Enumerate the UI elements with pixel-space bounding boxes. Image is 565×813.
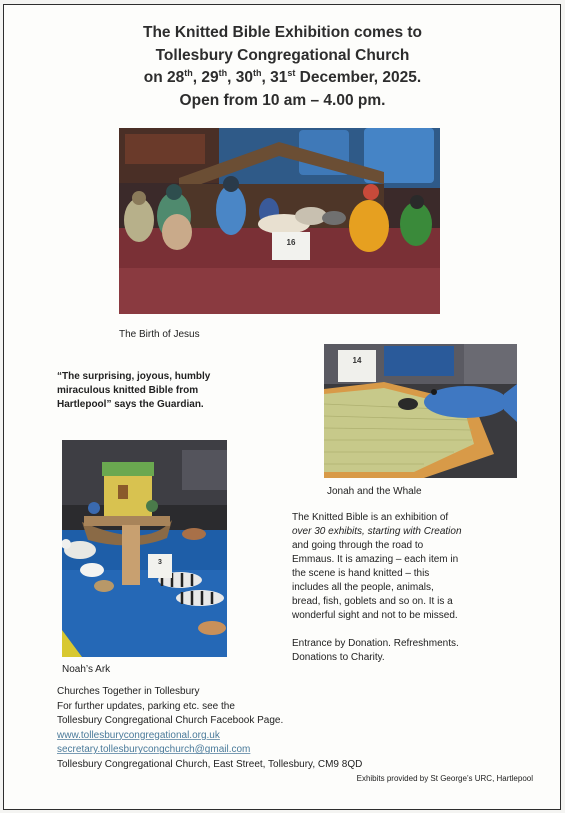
contact-footer [57,685,537,773]
birth-of-jesus-caption: The Birth of Jesus [119,329,200,340]
birth-tag-number: 16 [286,238,296,247]
headline-dates: on 28th, 29th, 30th, 31st December, 2025. [143,68,422,86]
footer-updates: For further updates, parking etc. see the [57,700,235,712]
desc-donations: Donations to Charity. [292,652,385,663]
guardian-quote [57,370,297,412]
desc-line-5: the scene is hand knitted – this [292,568,430,579]
desc-line-1: The Knitted Bible is an exhibition of [292,512,449,523]
desc-line-3: and going through the road to [292,540,424,551]
poster-headline [0,22,565,112]
desc-line-4: Emmaus. It is amazing – each item in [292,554,459,565]
footer-facebook: Tollesbury Congregational Church Facebook Page. [57,715,284,727]
desc-line-6: includes all the people, animals, [292,582,434,593]
exhibits-credit: Exhibits provided by St George’s URC, Hartlepool [356,774,533,783]
jonah-tag-number: 14 [352,356,362,365]
email-link[interactable]: secretary.tollesburycongchurch@gmail.com [57,744,251,756]
desc-entrance: Entrance by Donation. Refreshments. [292,638,459,649]
jonah-and-whale-caption: Jonah and the Whale [327,486,422,497]
footer-address: Tollesbury Congregational Church, East Street, Tollesbury, CM9 8QD [57,758,363,770]
headline-line-2: Tollesbury Congregational Church [155,46,410,64]
birth-of-jesus-photo [119,128,440,314]
exhibition-description [292,511,517,665]
website-link[interactable]: www.tollesburycongregational.org.uk [57,729,220,741]
noahs-ark-photo [62,440,227,657]
quote-line-2: miraculous knitted Bible from [57,385,199,396]
footer-churches-together: Churches Together in Tollesbury [57,686,200,697]
desc-line-2: over 30 exhibits, starting with Creation [292,526,462,537]
jonah-and-whale-photo [324,344,517,478]
headline-opening-hours: Open from 10 am – 4.00 pm. [179,91,386,109]
desc-line-7: bread, fish, goblets and so on. It is a [292,596,453,607]
quote-line-3: Hartlepool” says the Guardian. [57,399,204,410]
noahs-ark-caption: Noah’s Ark [62,664,111,675]
desc-spacer [292,623,517,637]
noah-tag-number: 3 [158,559,162,566]
quote-line-1: “The surprising, joyous, humbly [57,371,211,382]
headline-line-1: The Knitted Bible Exhibition comes to [142,24,422,41]
desc-line-8: wonderful sight and not to be missed. [292,610,458,621]
